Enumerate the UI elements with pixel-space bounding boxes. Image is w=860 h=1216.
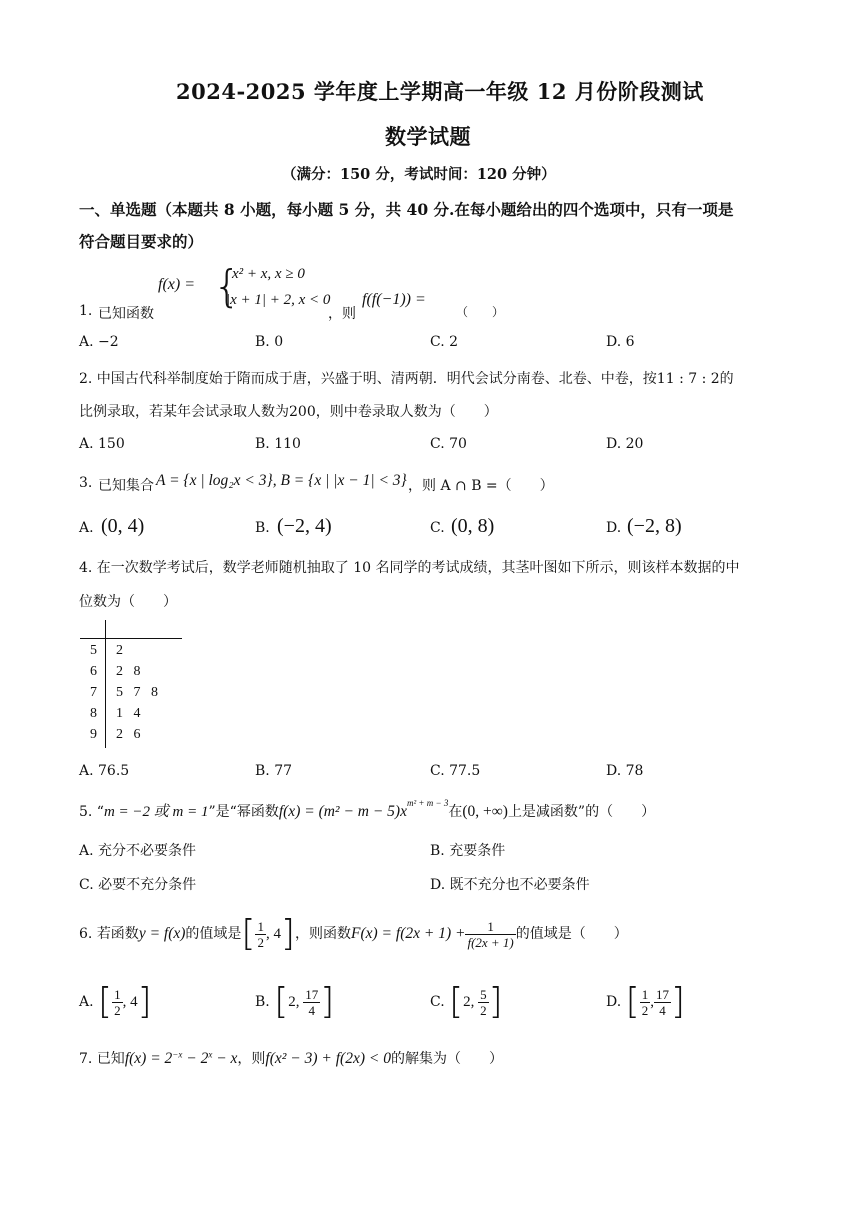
q6-d-den2: 4 [659,1002,666,1018]
q5-text-d: 上是减函数”的（ ） [507,804,656,820]
q6-d-num2: 17 [655,986,669,1002]
q6-text: 若函数 [96,926,139,942]
q6-option-a-label: A. [79,994,94,1010]
q6-b-open: [ [274,981,289,1022]
stem-value: 6 [90,664,97,679]
stem-value: 7 [90,685,97,700]
q6-d-frac1 [640,987,651,1018]
stem-leaf-plot [80,620,184,750]
q6-b-num: 17 [305,986,319,1002]
q3-option-a-label: A. [79,520,94,536]
q6-c-pre: 2, [463,994,479,1010]
q6-range-rest: , 4 [265,926,281,942]
q6-F-frac [465,919,515,950]
q7-mid: − 2 [182,1050,209,1067]
q1-option-a: A. −2 [79,334,119,350]
q4-option-c: C. 77.5 [430,763,481,779]
leaf-values: 2 6 [116,727,141,742]
q2-option-c: C. 70 [430,436,467,452]
leaf-values: 1 4 [116,706,141,721]
q1-case2: |x + 1| + 2, x < 0 [226,292,331,308]
q5-option-b: B. 充要条件 [430,843,506,859]
stem-value: 8 [90,706,97,721]
q7-number: 7. [79,1051,93,1067]
q6-c-num: 5 [480,986,487,1002]
q6-d-den1: 2 [641,1002,649,1018]
q1-case1: x² + x, x ≥ 0 [232,266,305,282]
q4-line2: 位数为（ ） [79,594,177,610]
exam-info: （满分：150 分，考试时间：120 分钟） [282,166,556,183]
q5-function: f(x) = (m² − m − 5)x [278,803,407,820]
q7-exp1: −x [172,1049,183,1060]
subject-title: 数学试题 [385,124,471,149]
q6-F-num: 1 [465,919,515,935]
q6-function: y = f(x) [138,925,186,942]
q7-stem [79,1048,503,1068]
q1-paren: （ ） [456,305,505,319]
q2-option-d: D. 20 [606,436,644,452]
q4-option-d: D. 78 [606,763,644,779]
q6-c-frac [478,987,489,1018]
q7-inequality: f(x² − 3) + f(2x) < 0 [265,1050,391,1067]
q6-option-b-label: B. [255,994,270,1010]
q6-d-comma: , [650,994,654,1010]
section-heading-line2: 符合题目要求的） [79,232,204,251]
stem-leaf-row [90,643,123,659]
q1-option-d: D. 6 [606,334,635,350]
q5-condition: m = −2 或 m = 1 [103,804,209,820]
q6-number: 6. [79,926,93,942]
q6-b-frac [303,987,320,1018]
q7-text: 已知 [96,1051,125,1067]
q5-text-c: 在 [448,804,463,820]
q7-text2: ，则 [237,1051,266,1067]
q6-option-b [255,980,334,1024]
q7-exp2: x [208,1049,213,1060]
q7-text3: 的解集为（ ） [390,1051,503,1067]
q1-text: 已知函数 [98,306,154,322]
q6-c-close: ] [488,981,503,1022]
q6-stem [79,912,628,956]
q6-option-d-label: D. [606,994,622,1010]
q1-option-b: B. 0 [255,334,284,350]
q1-number: 1. [79,303,93,319]
q6-a-close: ] [137,981,152,1022]
q3-option-b-label: B. [255,520,270,536]
q5-exponent: m² + m − 3 [406,798,449,809]
q2-option-b: B. 110 [255,436,301,452]
q3-sets: A = {x | log₂x < 3}, B = {x | |x − 1| < 3} [156,472,407,489]
q6-text4: 的值域是（ ） [515,926,628,942]
q6-range-den: 2 [257,934,264,950]
q3-number: 3. [79,475,93,491]
leaf-values: 2 [116,643,123,658]
q6-a-open: [ [98,981,113,1022]
stem-value: 5 [90,643,97,658]
q6-d-num1: 1 [641,986,649,1002]
q6-text3: ，则函数 [295,926,352,942]
q7-tail: − x [212,1050,238,1067]
q1-ask: f(f(−1)) = [362,291,426,308]
leaf-values: 2 8 [116,664,141,679]
q7-func: f(x) = 2 [124,1050,173,1067]
q3-option-d-value: (−2, 8) [627,515,682,537]
q5-text-a: 5. “ [79,804,104,820]
q3-option-c-value: (0, 8) [451,515,495,537]
q6-range-frac [255,919,266,950]
stem-leaf-vline [105,620,106,748]
q2-line1: 2. 中国古代科举制度始于隋而成于唐，兴盛于明、清两朝．明代会试分南卷、北卷、中卷，按11 : 7 : 2的 [79,371,734,387]
q6-F: F(x) = f(2x + 1) + [351,925,466,942]
q6-a-frac [112,987,123,1018]
q4-line1: 4. 在一次数学考试后，数学老师随机抽取了 10 名同学的考试成绩，其茎叶图如下所示，则该样本数据的中 [79,560,740,576]
q1-fx-label: f(x) = [158,276,195,293]
q3-text: 已知集合 [98,478,154,494]
q1-option-c: C. 2 [430,334,459,350]
stem-value: 9 [90,727,97,742]
stem-leaf-row [90,664,141,680]
q1-brace: { [213,261,241,312]
section-heading-line1: 一、单选题（本题共 8 小题，每小题 5 分，共 40 分.在每小题给出的四个选项中，只有一项是 [79,200,734,219]
q6-d-frac2 [654,987,671,1018]
q6-d-close: ] [670,981,685,1022]
stem-leaf-row [90,685,158,701]
q6-b-pre: 2, [288,994,304,1010]
q6-c-open: [ [449,981,464,1022]
q6-option-c [430,980,503,1024]
stem-leaf-row [90,706,141,722]
q6-F-den: f(2x + 1) [467,934,514,950]
q4-option-a: A. 76.5 [79,763,130,779]
q6-option-d [606,980,685,1024]
q5-option-d: D. 既不充分也不必要条件 [430,877,590,893]
q6-range-open: [ [241,913,256,954]
q6-a-den: 2 [114,1002,121,1018]
q6-a-num: 1 [114,986,121,1002]
q6-text2: 的值域是 [185,926,242,942]
q4-option-b: B. 77 [255,763,293,779]
q2-option-a: A. 150 [79,436,125,452]
q5-interval: (0, +∞) [462,803,508,820]
leaf-values: 5 7 8 [116,685,158,700]
q5-option-a: A. 充分不必要条件 [79,843,197,859]
exam-title: 2024-2025 学年度上学期高一年级 12 月份阶段测试 [176,79,704,104]
q6-range-close: ] [280,913,296,954]
q6-b-close: ] [320,981,335,1022]
q6-range-num: 1 [257,918,264,934]
q6-d-open: [ [625,981,640,1022]
q6-b-den: 4 [308,1002,315,1018]
q5-stem [79,800,655,821]
q3-option-b-value: (−2, 4) [277,515,332,537]
stem-leaf-hline [80,638,182,639]
q6-option-a [79,980,152,1024]
q5-option-c: C. 必要不充分条件 [79,877,197,893]
q6-a-rest: , 4 [122,994,138,1010]
q1-mid: ，则 [328,306,356,322]
q3-option-a-value: (0, 4) [101,515,145,537]
q6-option-c-label: C. [430,994,445,1010]
q6-c-den: 2 [480,1002,487,1018]
q3-option-d-label: D. [606,520,622,536]
q2-line2: 比例录取，若某年会试录取人数为200，则中卷录取人数为（ ） [79,404,498,420]
q3-option-c-label: C. [430,520,445,536]
stem-leaf-row [90,727,141,743]
q3-ask: ，则 A ∩ B =（ ） [408,478,554,494]
q5-text-b: ”是“幂函数 [208,804,279,820]
